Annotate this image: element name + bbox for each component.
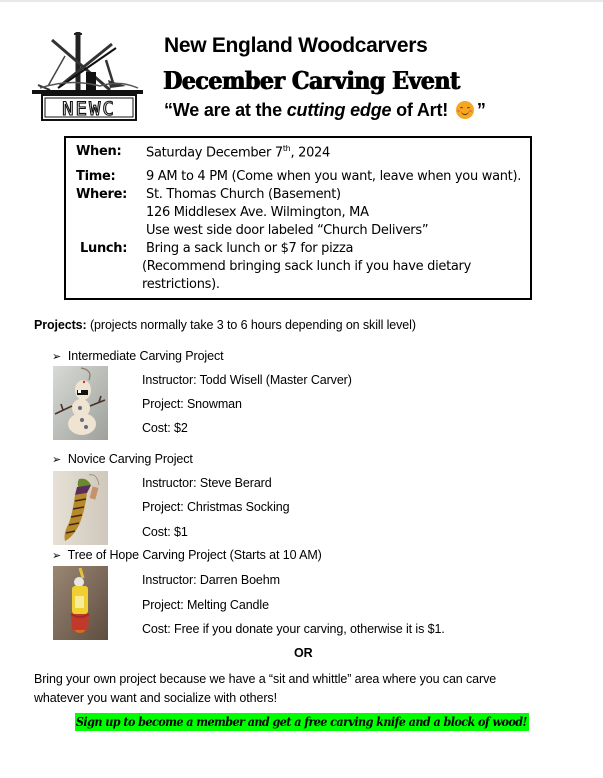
smiling-face-icon bbox=[456, 101, 474, 119]
project-3-cost: Cost: Free if you donate your carving, otherwise it is $1. bbox=[142, 622, 445, 636]
projects-note: (projects normally take 3 to 6 hours depending on skill level) bbox=[86, 318, 416, 332]
when-date-suffix: th bbox=[282, 144, 291, 153]
arrow-bullet-icon: ➢ bbox=[52, 454, 62, 466]
project-3-instructor: Instructor: Darren Boehm bbox=[142, 573, 280, 587]
where-line-1: St. Thomas Church (Basement) bbox=[146, 187, 341, 202]
when-label: When: bbox=[76, 144, 122, 159]
project-1-title bbox=[52, 349, 223, 363]
project-2-title bbox=[52, 452, 193, 466]
bring-own-line-2: whatever you want and socialize with others! bbox=[34, 691, 277, 705]
project-1-instructor: Instructor: Todd Wisell (Master Carver) bbox=[142, 373, 352, 387]
projects-label: Projects: bbox=[34, 318, 87, 332]
tagline bbox=[164, 100, 486, 121]
project-3-name: Project: Melting Candle bbox=[142, 598, 269, 612]
tagline-suffix: of Art! bbox=[391, 100, 453, 120]
when-date: Saturday December 7 bbox=[146, 145, 283, 161]
where-line-3: Use west side door labeled “Church Delivers” bbox=[146, 223, 429, 238]
time-value: 9 AM to 4 PM (Come when you want, leave when you want). bbox=[146, 169, 522, 184]
org-name: New England Woodcarvers bbox=[164, 34, 428, 57]
stocking-carving-image bbox=[53, 471, 108, 545]
lunch-line-3: restrictions). bbox=[142, 277, 220, 292]
tagline-close-quote: ” bbox=[476, 100, 486, 120]
project-1-name: Project: Snowman bbox=[142, 397, 242, 411]
lunch-label: Lunch: bbox=[80, 241, 128, 256]
project-title: Tree of Hope Carving Project (Starts at 10 AM) bbox=[67, 548, 322, 562]
candle-carving-image bbox=[53, 566, 108, 640]
project-2-cost: Cost: $1 bbox=[142, 525, 188, 539]
project-title: Novice Carving Project bbox=[67, 452, 193, 466]
when-value bbox=[146, 144, 330, 160]
tagline-prefix: “We are at the bbox=[164, 100, 287, 120]
lunch-line-1: Bring a sack lunch or $7 for pizza bbox=[146, 241, 354, 256]
or-divider: OR bbox=[294, 646, 313, 660]
logo-text: NEWC bbox=[62, 98, 116, 120]
time-label: Time: bbox=[76, 169, 116, 184]
where-line-2: 126 Middlesex Ave. Wilmington, MA bbox=[146, 205, 369, 220]
projects-heading bbox=[34, 318, 416, 332]
newc-logo bbox=[30, 30, 145, 122]
snowman-carving-image bbox=[53, 366, 108, 440]
signup-banner bbox=[75, 713, 529, 731]
event-title: December Carving Event bbox=[163, 66, 460, 95]
project-3-title bbox=[52, 548, 322, 562]
signup-text: Sign up to become a member and get a free carving knife and a block of wood! bbox=[75, 715, 527, 729]
project-title: Intermediate Carving Project bbox=[67, 349, 224, 363]
arrow-bullet-icon: ➢ bbox=[52, 351, 62, 363]
project-1-cost: Cost: $2 bbox=[142, 421, 188, 435]
bring-own-line-1: Bring your own project because we have a “sit and whittle” area where you can carve bbox=[34, 672, 497, 686]
tagline-italic: cutting edge bbox=[286, 100, 392, 120]
when-year: , 2024 bbox=[290, 145, 331, 161]
arrow-bullet-icon: ➢ bbox=[52, 550, 62, 562]
page-top-edge bbox=[0, 0, 603, 2]
lunch-line-2: (Recommend bringing sack lunch if you have dietary bbox=[142, 259, 471, 274]
where-label: Where: bbox=[76, 187, 128, 202]
project-2-name: Project: Christmas Socking bbox=[142, 500, 290, 514]
project-2-instructor: Instructor: Steve Berard bbox=[142, 476, 272, 490]
